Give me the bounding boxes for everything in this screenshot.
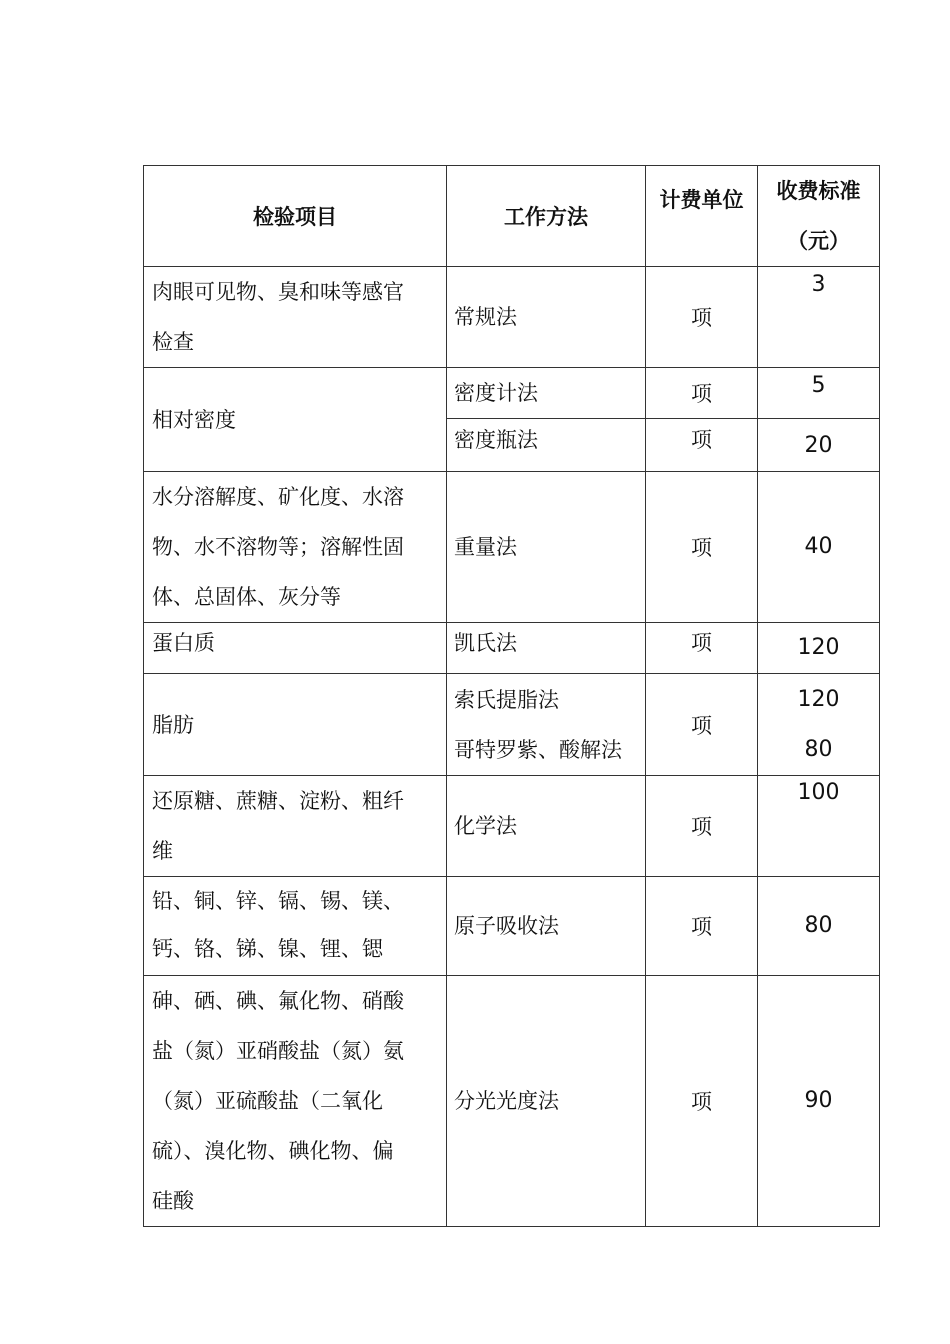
unit-cell: 项 xyxy=(646,674,758,776)
table-row xyxy=(144,877,880,976)
item-cell: 水分溶解度、矿化度、水溶 物、水不溶物等；溶解性固 体、总固体、灰分等 xyxy=(144,472,447,623)
item-cell: 肉眼可见物、臭和味等感官 检查 xyxy=(144,267,447,368)
header-item: 检验项目 xyxy=(144,166,447,267)
header-unit: 计费单位 xyxy=(646,166,758,267)
method-cell: 凯氏法 xyxy=(447,623,646,674)
price-cell: 3 xyxy=(758,267,880,368)
price-cell: 40 xyxy=(758,472,880,623)
unit-cell: 项 xyxy=(646,623,758,674)
table-row xyxy=(144,623,880,674)
table-row xyxy=(144,368,880,419)
method-cell: 索氏提脂法 哥特罗紫、酸解法 xyxy=(447,674,646,776)
table-row xyxy=(144,976,880,1227)
header-price-line2: （元） xyxy=(787,229,850,253)
header-method: 工作方法 xyxy=(447,166,646,267)
item-cell: 相对密度 xyxy=(144,368,447,472)
method-cell: 化学法 xyxy=(447,776,646,877)
table-row xyxy=(144,776,880,877)
table-row xyxy=(144,267,880,368)
table-row xyxy=(144,472,880,623)
header-price-line1: 收费标准 xyxy=(776,179,861,203)
method-cell: 原子吸收法 xyxy=(447,877,646,976)
unit-cell: 项 xyxy=(646,976,758,1227)
header-price xyxy=(758,166,880,267)
method-cell: 分光光度法 xyxy=(447,976,646,1227)
unit-cell: 项 xyxy=(646,472,758,623)
item-cell: 脂肪 xyxy=(144,674,447,776)
unit-cell: 项 xyxy=(646,419,758,472)
fee-table xyxy=(143,165,880,1227)
method-cell: 密度瓶法 xyxy=(447,419,646,472)
price-cell: 100 xyxy=(758,776,880,877)
price-cell: 90 xyxy=(758,976,880,1227)
item-cell: 砷、硒、碘、氟化物、硝酸 盐（氮）亚硝酸盐（氮）氨 （氮）亚硫酸盐（二氧化 硫）、溴化物、碘化物、偏 硅酸 xyxy=(144,976,447,1227)
table-row xyxy=(144,674,880,776)
header-row xyxy=(144,166,880,267)
price-cell: 20 xyxy=(758,419,880,472)
item-cell: 还原糖、蔗糖、淀粉、粗纤 维 xyxy=(144,776,447,877)
unit-cell: 项 xyxy=(646,877,758,976)
unit-cell: 项 xyxy=(646,368,758,419)
price-cell: 120 80 xyxy=(758,674,880,776)
item-cell: 铅、铜、锌、镉、锡、镁、 钙、铬、锑、镍、锂、锶 xyxy=(144,877,447,976)
price-cell: 120 xyxy=(758,623,880,674)
item-cell: 蛋白质 xyxy=(144,623,447,674)
price-cell: 5 xyxy=(758,368,880,419)
method-cell: 重量法 xyxy=(447,472,646,623)
unit-cell: 项 xyxy=(646,776,758,877)
price-cell: 80 xyxy=(758,877,880,976)
method-cell: 常规法 xyxy=(447,267,646,368)
unit-cell: 项 xyxy=(646,267,758,368)
method-cell: 密度计法 xyxy=(447,368,646,419)
